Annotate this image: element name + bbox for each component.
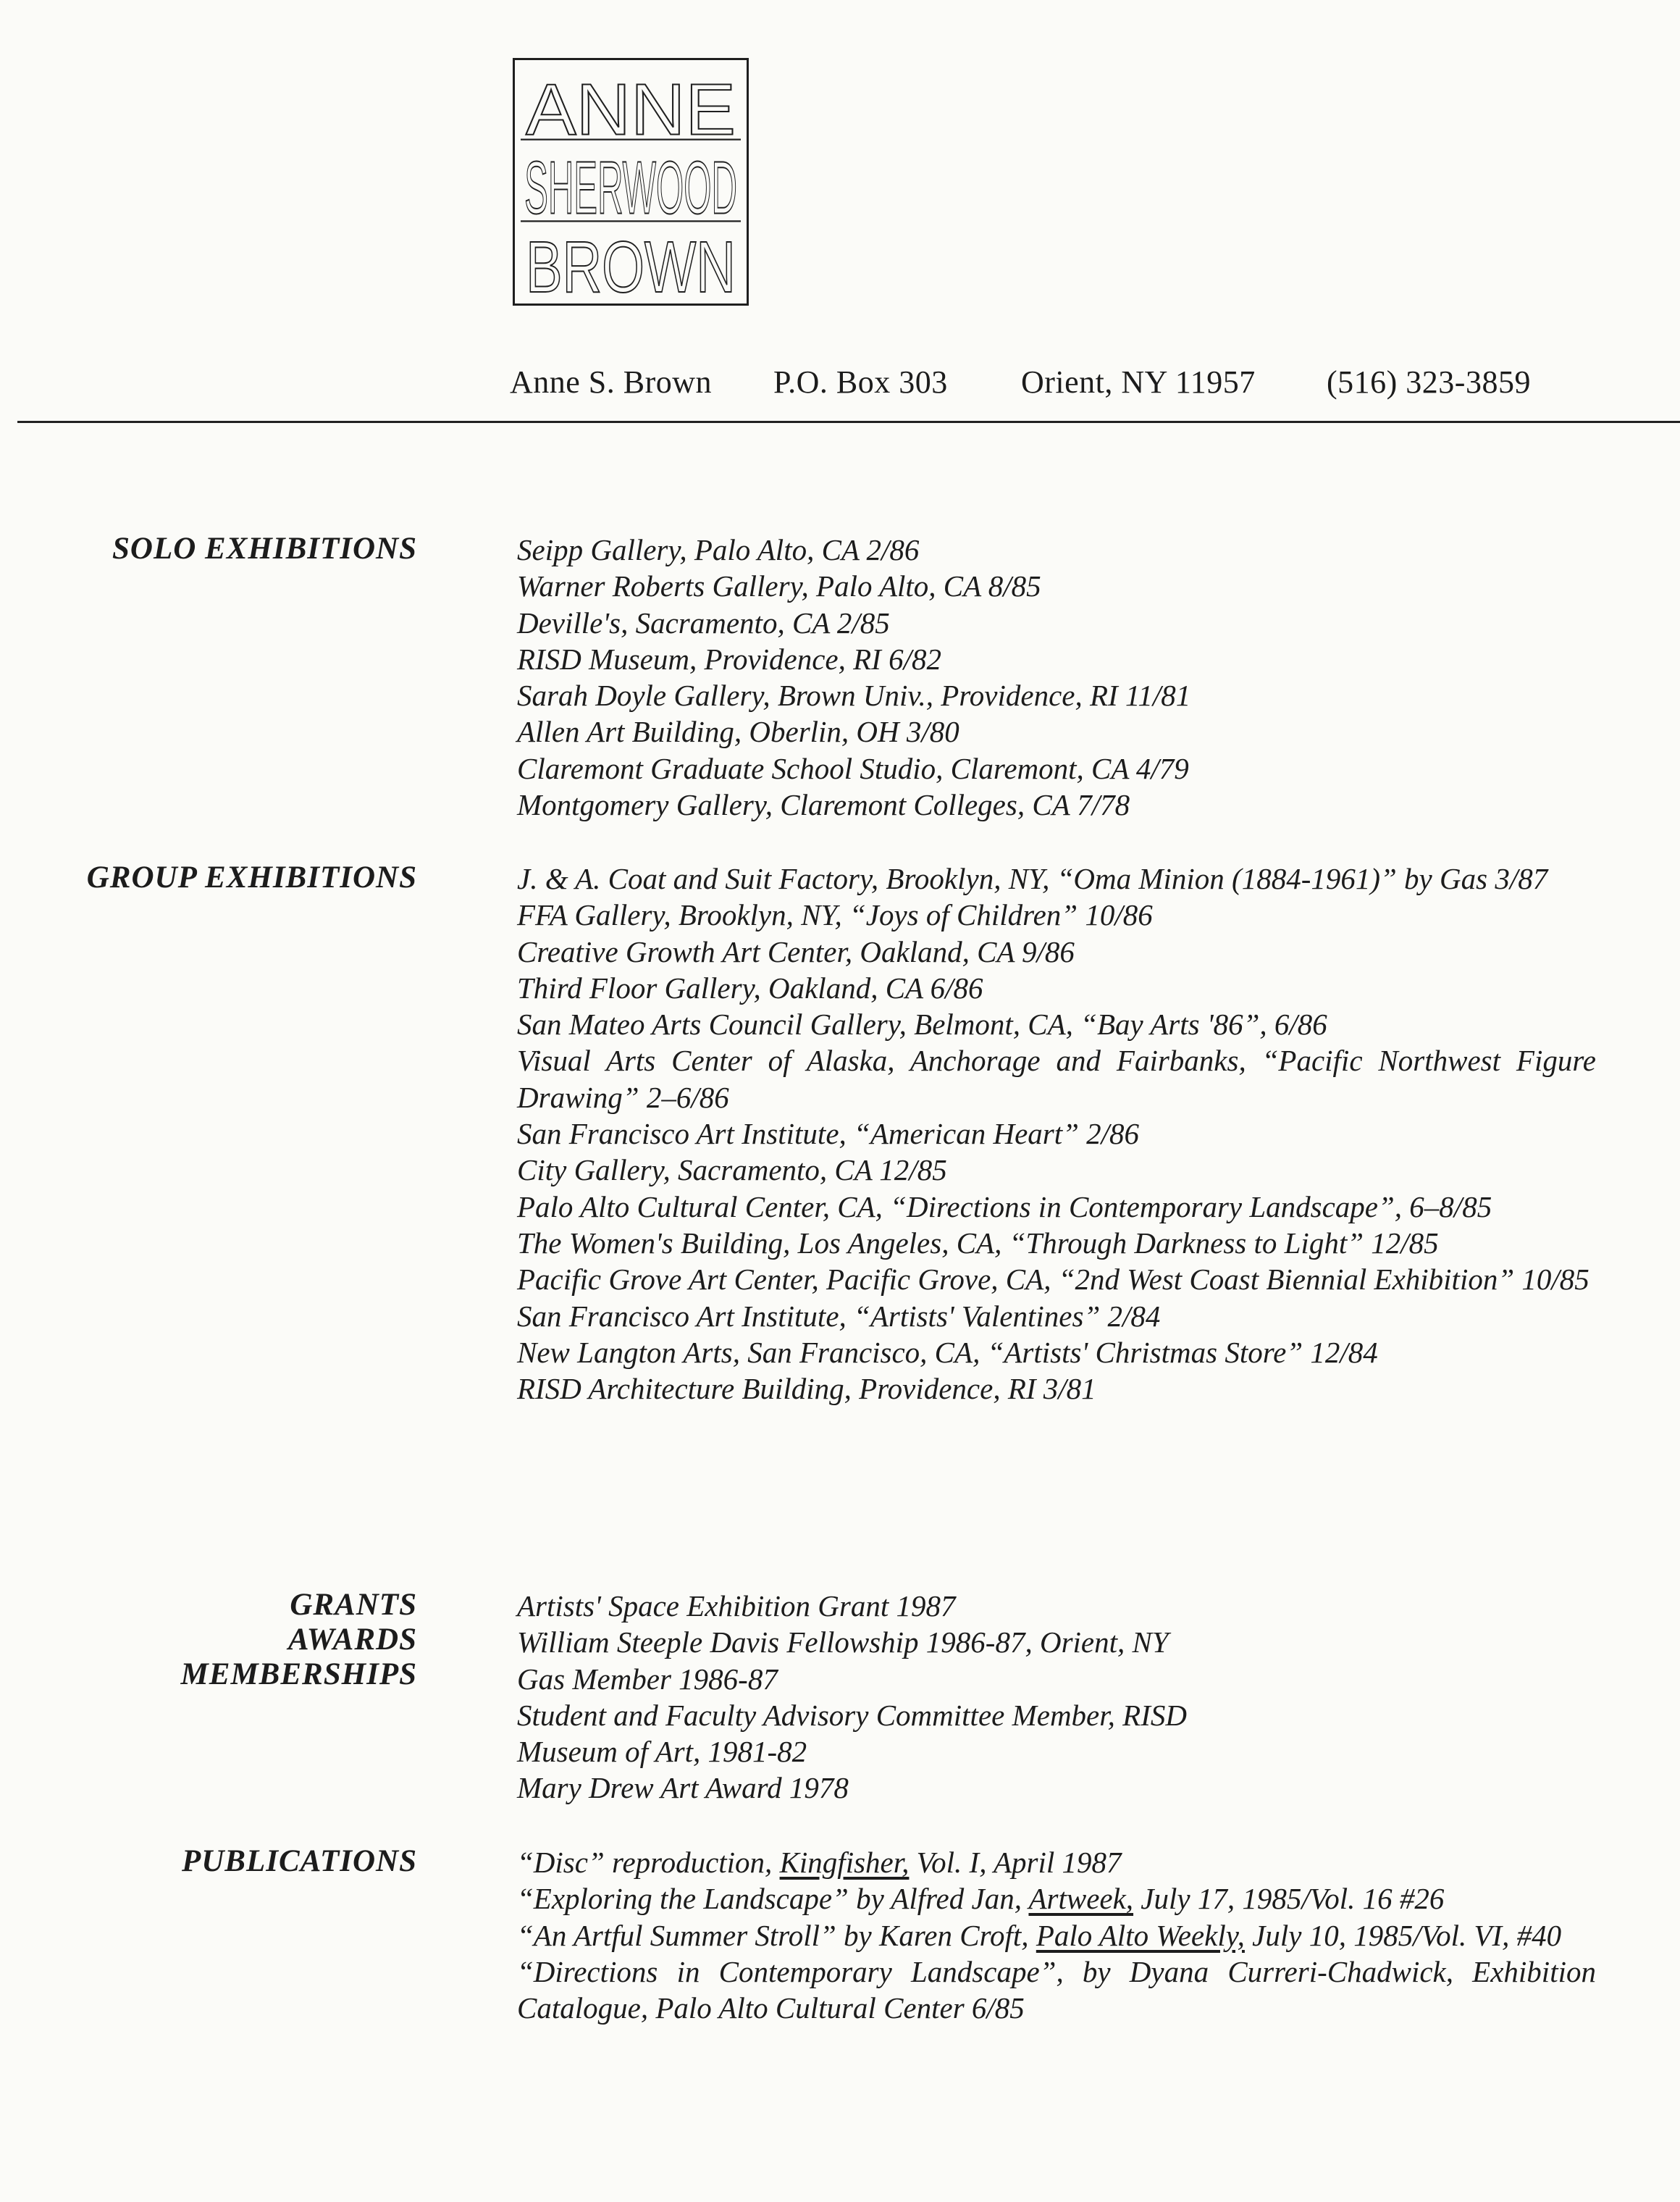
publication-text: July 10, 1985/Vol. VI, #40 — [1244, 1918, 1562, 1952]
list-item: Claremont Graduate School Studio, Claremont, CA 4/79 — [517, 751, 1189, 785]
list-item: Third Floor Gallery, Oakland, CA 6/86 — [517, 971, 983, 1005]
publication-text: “Directions in Contemporary Landscape”, by Dyana Curreri-Chadwick, Exhibition Catalogue, Palo Alto Cultural Center 6/85 — [517, 1954, 1596, 2025]
list-item: Pacific Grove Art Center, Pacific Grove, CA, “2nd West Coast Biennial Exhibition” 10/85 — [517, 1263, 1589, 1297]
publication-text: “An Artful Summer Stroll” by Karen Croft, — [517, 1918, 1036, 1952]
list-item — [517, 1880, 1596, 1917]
publication-title: Kingfisher, — [779, 1846, 910, 1879]
list-item: Student and Faculty Advisory Committee Member, RISD — [517, 1698, 1187, 1732]
list-item: Artists' Space Exhibition Grant 1987 — [517, 1589, 956, 1623]
list-item: FFA Gallery, Brooklyn, NY, “Joys of Children” 10/86 — [517, 898, 1153, 932]
list-item: Museum of Art, 1981-82 — [517, 1735, 807, 1769]
publication-text: Vol. I, April 1987 — [909, 1846, 1122, 1879]
list-item: San Mateo Arts Council Gallery, Belmont, CA, “Bay Arts '86”, 6/86 — [517, 1008, 1327, 1042]
publication-text: July 17, 1985/Vol. 16 #26 — [1133, 1882, 1445, 1916]
header-divider — [17, 421, 1680, 423]
list-item: Montgomery Gallery, Claremont Colleges, CA 7/78 — [517, 788, 1130, 822]
logo-monogram — [521, 66, 741, 308]
publication-text: “Disc” reproduction, — [517, 1846, 780, 1879]
publication-title: Palo Alto Weekly, — [1036, 1918, 1245, 1952]
list-item: J. & A. Coat and Suit Factory, Brooklyn, NY, “Oma Minion (1884-1961)” by Gas 3/87 — [517, 862, 1548, 895]
list-item: Creative Growth Art Center, Oakland, CA 9/86 — [517, 934, 1075, 968]
list-item — [517, 1917, 1596, 1954]
entry-list — [517, 1588, 1596, 1807]
list-item: RISD Architecture Building, Providence, RI 3/81 — [517, 1372, 1096, 1406]
logo-row-1: ANNE — [526, 69, 736, 151]
contact-po-box: P.O. Box 303 — [773, 364, 948, 400]
list-item: RISD Museum, Providence, RI 6/82 — [517, 642, 941, 676]
list-item: Warner Roberts Gallery, Palo Alto, CA 8/85 — [517, 569, 1041, 603]
contact-city: Orient, NY 11957 — [1021, 364, 1256, 400]
contact-name: Anne S. Brown — [510, 364, 713, 400]
logo-row-2: SHERWOOD — [524, 146, 737, 230]
section-label-line: AWARDS — [287, 1623, 417, 1657]
section-label-line: MEMBERSHIPS — [180, 1657, 417, 1691]
list-item — [517, 1954, 1596, 2027]
list-item: City Gallery, Sacramento, CA 12/85 — [517, 1153, 947, 1187]
publication-title: Artweek, — [1028, 1882, 1134, 1916]
list-item: Allen Art Building, Oberlin, OH 3/80 — [517, 715, 959, 749]
section-label: SOLO EXHIBITIONS — [112, 532, 417, 566]
contact-phone: (516) 323-3859 — [1327, 364, 1531, 400]
list-item: San Francisco Art Institute, “Artists' Valentines” 2/84 — [517, 1299, 1161, 1333]
publication-text: “Exploring the Landscape” by Alfred Jan, — [517, 1882, 1029, 1916]
list-item — [517, 1844, 1596, 1880]
list-item: Gas Member 1986-87 — [517, 1662, 778, 1696]
entry-list — [517, 861, 1596, 1407]
list-item: Visual Arts Center of Alaska, Anchorage and Fairbanks, “Pacific Northwest Figure Drawing” 2–6/86 — [517, 1044, 1596, 1114]
list-item: Sarah Doyle Gallery, Brown Univ., Providence, RI 11/81 — [517, 679, 1191, 713]
logo-row-3: BROWN — [526, 227, 736, 308]
entry-list — [517, 1844, 1596, 2026]
list-item: William Steeple Davis Fellowship 1986-87, Orient, NY — [517, 1625, 1169, 1659]
section-label — [12, 1588, 417, 1692]
list-item: Seipp Gallery, Palo Alto, CA 2/86 — [517, 533, 920, 566]
logo — [513, 58, 749, 306]
list-item: Mary Drew Art Award 1978 — [517, 1771, 849, 1805]
section-label: PUBLICATIONS — [181, 1844, 417, 1878]
list-item: New Langton Arts, San Francisco, CA, “Artists' Christmas Store” 12/84 — [517, 1335, 1378, 1369]
list-item: Deville's, Sacramento, CA 2/85 — [517, 606, 890, 640]
list-item: San Francisco Art Institute, “American Heart” 2/86 — [517, 1117, 1140, 1151]
list-item: The Women's Building, Los Angeles, CA, “Through Darkness to Light” 12/85 — [517, 1226, 1439, 1260]
list-item: Palo Alto Cultural Center, CA, “Directions in Contemporary Landscape”, 6–8/85 — [517, 1189, 1492, 1223]
entry-list — [517, 532, 1596, 823]
section-label: GROUP EXHIBITIONS — [86, 861, 417, 895]
section-label-line: GRANTS — [290, 1588, 417, 1622]
